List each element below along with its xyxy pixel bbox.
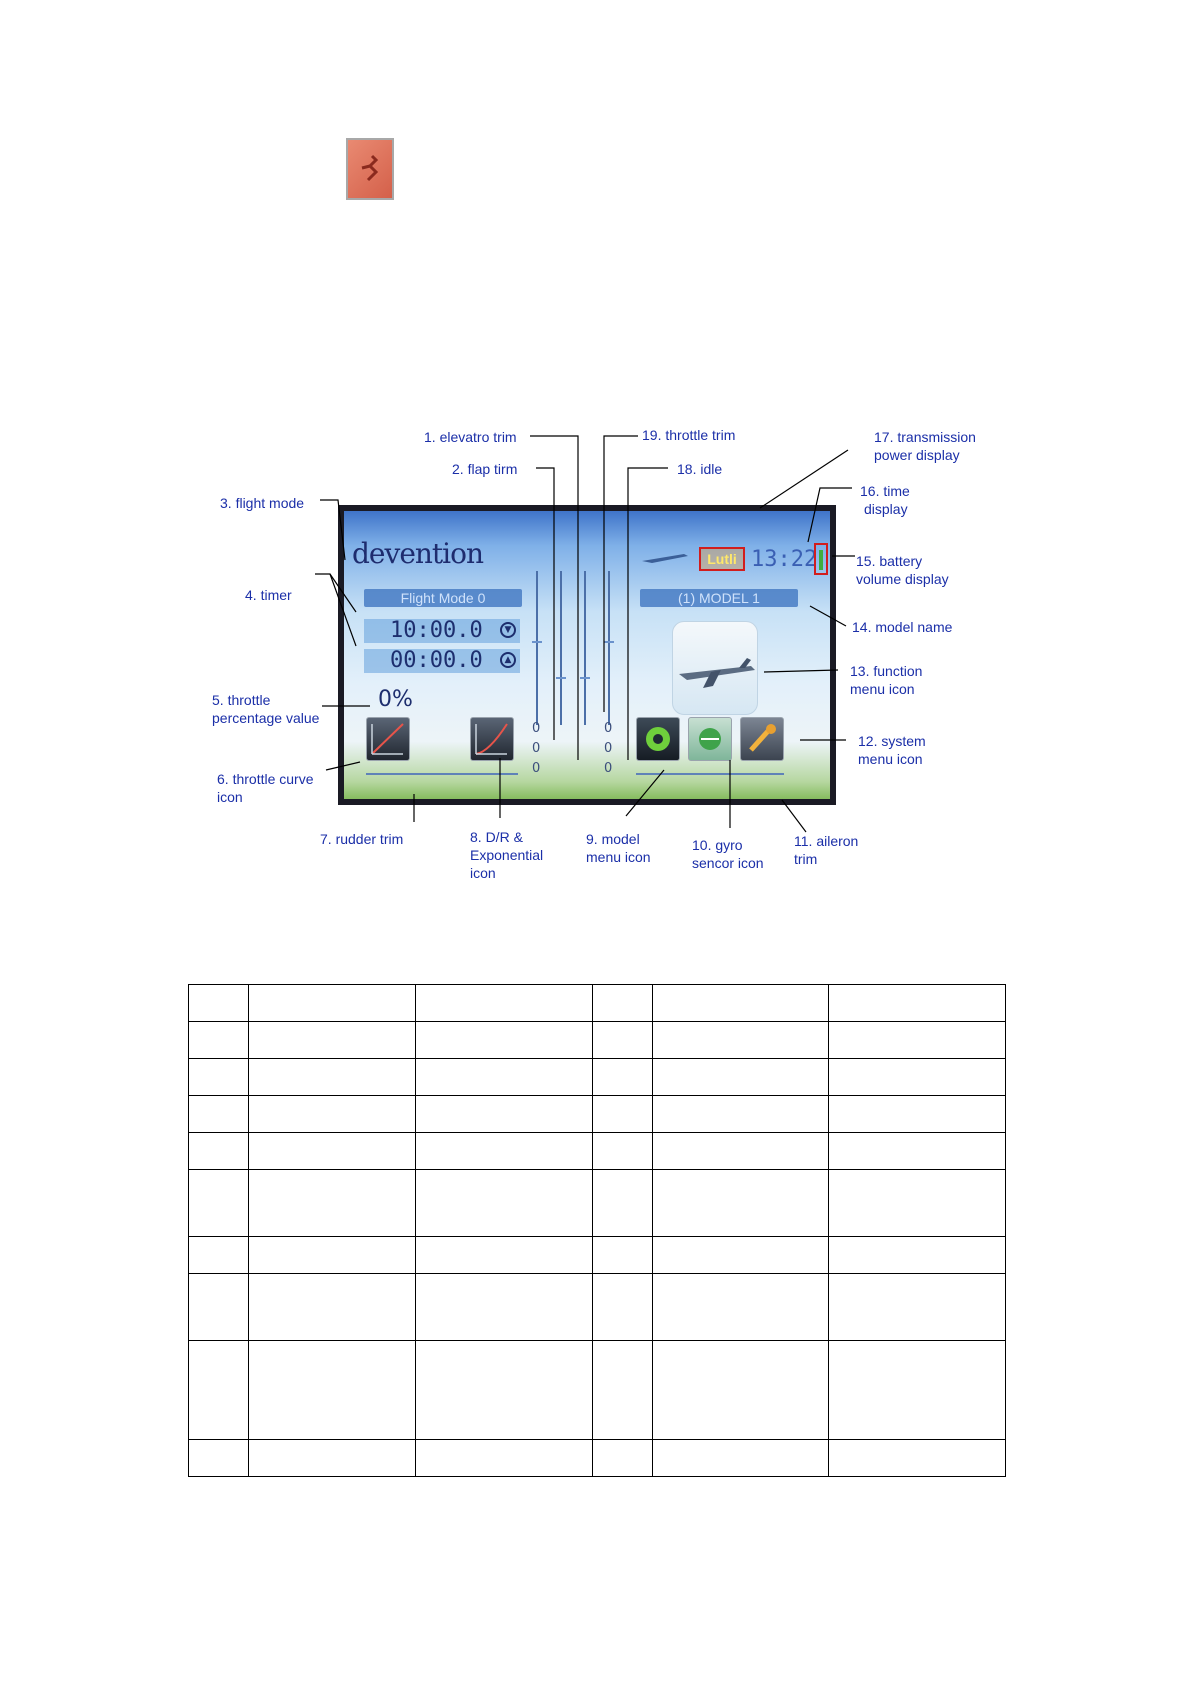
callout-throttle-pct	[212, 691, 319, 727]
callout-line: sencor icon	[692, 855, 764, 871]
table-row	[189, 1096, 1006, 1133]
table-row	[189, 985, 1006, 1022]
callout-model-menu	[586, 830, 651, 866]
table-row	[189, 1059, 1006, 1096]
table-cell	[593, 1237, 653, 1274]
callout-line: Exponential	[470, 847, 544, 863]
table-cell	[189, 1059, 249, 1096]
table-cell	[593, 1133, 653, 1170]
description-table-body	[189, 985, 1006, 1477]
table-cell	[189, 1237, 249, 1274]
table-cell	[248, 1022, 415, 1059]
table-row	[189, 1341, 1006, 1440]
callout-line: 5. throttle	[212, 692, 271, 708]
table-cell	[593, 1274, 653, 1341]
callout-line: display	[864, 501, 908, 517]
table-cell	[248, 1237, 415, 1274]
timer-countup-value: 00:00.0	[390, 648, 483, 673]
callout-battery	[856, 552, 949, 588]
callout-flight-mode: 3. flight mode	[220, 495, 305, 511]
timer-up-arrow-icon[interactable]: ▲	[500, 652, 516, 668]
table-cell	[593, 1059, 653, 1096]
table-cell	[593, 1440, 653, 1477]
table-cell	[415, 1274, 593, 1341]
callout-time-display	[860, 482, 910, 518]
trim-value: 0	[532, 721, 541, 736]
callout-throttle-trim: 19. throttle trim	[642, 427, 736, 443]
callout-line: menu icon	[586, 849, 651, 865]
callout-line: icon	[470, 865, 496, 881]
callout-rudder-trim: 7. rudder trim	[320, 831, 404, 847]
table-cell	[248, 1341, 415, 1440]
table-row	[189, 1170, 1006, 1237]
table-cell	[189, 1022, 249, 1059]
table-cell	[189, 1170, 249, 1237]
callout-flap-trim: 2. flap tirm	[452, 461, 518, 477]
table-cell	[652, 1237, 829, 1274]
callout-function-menu	[850, 662, 922, 698]
callout-aileron-trim	[794, 832, 858, 868]
table-cell	[189, 1133, 249, 1170]
table-row	[189, 1022, 1006, 1059]
callout-idle: 18. idle	[677, 461, 723, 477]
callout-line: volume display	[856, 571, 949, 587]
table-cell	[415, 1133, 593, 1170]
time-display: 13:22	[751, 547, 818, 572]
table-cell	[415, 1440, 593, 1477]
callout-line: 8. D/R &	[470, 829, 523, 845]
table-cell	[829, 1059, 1006, 1096]
table-cell	[829, 1341, 1006, 1440]
callout-line: 11. aileron	[794, 833, 859, 849]
table-cell	[829, 1133, 1006, 1170]
table-cell	[248, 1440, 415, 1477]
table-cell	[248, 1133, 415, 1170]
table-cell	[593, 1170, 653, 1237]
callout-line: 16. time	[860, 483, 910, 499]
callout-line: 13. function	[850, 663, 923, 679]
table-cell	[652, 1133, 829, 1170]
table-cell	[189, 1274, 249, 1341]
callout-transmission-power	[874, 428, 976, 464]
table-cell	[593, 985, 653, 1022]
callout-line: 17. transmission	[874, 429, 976, 445]
throttle-percentage-value: 0%	[378, 687, 413, 712]
table-cell	[415, 1170, 593, 1237]
callout-line: 12. system	[858, 733, 926, 749]
table-cell	[248, 1274, 415, 1341]
table-cell	[652, 1022, 829, 1059]
table-row	[189, 1237, 1006, 1274]
flight-mode-label[interactable]: Flight Mode 0	[364, 589, 522, 607]
table-cell	[415, 1096, 593, 1133]
trim-value: 0	[604, 741, 613, 756]
callout-line: trim	[794, 851, 818, 867]
callout-line: 10. gyro	[692, 837, 743, 853]
callout-line: menu icon	[858, 751, 923, 767]
table-cell	[593, 1341, 653, 1440]
table-cell	[829, 1096, 1006, 1133]
callout-elevator-trim: 1. elevatro trim	[424, 429, 517, 445]
table-cell	[652, 1341, 829, 1440]
timer-countdown-value: 10:00.0	[390, 618, 483, 643]
table-cell	[829, 1170, 1006, 1237]
table-cell	[248, 985, 415, 1022]
table-cell	[829, 1440, 1006, 1477]
brand-logo: devention	[352, 537, 484, 570]
table-cell	[652, 985, 829, 1022]
callout-system-menu	[858, 732, 926, 768]
table-cell	[652, 1096, 829, 1133]
table-cell	[189, 1096, 249, 1133]
table-cell	[415, 1059, 593, 1096]
callout-line: power display	[874, 447, 960, 463]
trim-value: 0	[532, 761, 541, 776]
table-cell	[652, 1274, 829, 1341]
table-cell	[415, 1341, 593, 1440]
description-table	[188, 984, 1006, 1477]
callout-model-name: 14. model name	[852, 619, 953, 635]
table-cell	[652, 1059, 829, 1096]
table-cell	[415, 1022, 593, 1059]
table-cell	[189, 1341, 249, 1440]
table-cell	[248, 1096, 415, 1133]
callout-line: percentage value	[212, 710, 320, 726]
callout-dr-expo	[470, 828, 543, 882]
callout-timer: 4. timer	[245, 587, 292, 603]
callout-throttle-curve	[217, 770, 314, 806]
trim-value: 0	[532, 741, 541, 756]
callout-line: 15. battery	[856, 553, 923, 569]
transmission-power-display: Lutli	[699, 547, 745, 571]
callout-line: icon	[217, 789, 243, 805]
table-cell	[652, 1440, 829, 1477]
table-row	[189, 1274, 1006, 1341]
table-cell	[248, 1170, 415, 1237]
table-row	[189, 1133, 1006, 1170]
table-cell	[829, 1022, 1006, 1059]
callout-line: 6. throttle curve	[217, 771, 314, 787]
timer-down-arrow-icon[interactable]: ▼	[500, 622, 516, 638]
trim-value: 0	[604, 761, 613, 776]
table-cell	[415, 985, 593, 1022]
table-cell	[593, 1096, 653, 1133]
trim-value: 0	[604, 721, 613, 736]
table-cell	[829, 1237, 1006, 1274]
callout-line: 9. model	[586, 831, 640, 847]
table-cell	[189, 1440, 249, 1477]
model-name-label[interactable]: (1) MODEL 1	[640, 589, 798, 607]
callout-line: menu icon	[850, 681, 915, 697]
table-cell	[829, 985, 1006, 1022]
table-cell	[652, 1170, 829, 1237]
table-cell	[189, 985, 249, 1022]
table-cell	[593, 1022, 653, 1059]
table-row	[189, 1440, 1006, 1477]
table-cell	[248, 1059, 415, 1096]
table-cell	[829, 1274, 1006, 1341]
table-cell	[415, 1237, 593, 1274]
callout-gyro-sensor	[692, 836, 764, 872]
